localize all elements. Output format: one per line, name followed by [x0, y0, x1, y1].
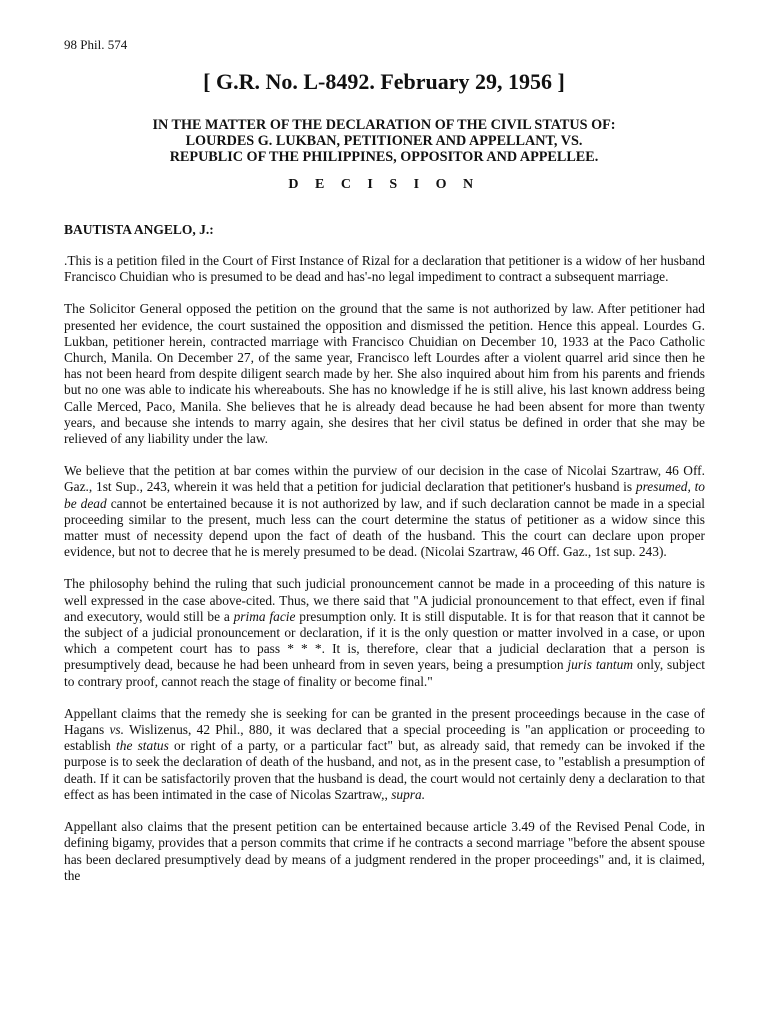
case-number-title: [ G.R. No. L-8492. February 29, 1956 ]	[203, 69, 565, 94]
emphasis-text: supra.	[391, 786, 426, 802]
caption-line-2: LOURDES G. LUKBAN, PETITIONER AND APPELLANT, VS.	[185, 133, 583, 149]
paragraph-6: Appellant also claims that the present petition can be entertained because article 3.49 of the Revised Penal Code, in defining bigamy, provides that a person commits that crime if he contracts a second marriage "before the absent spouse has been declared presumptively dead by means of a judgment rendered in the proper proceedings" and, it is claimed, the	[64, 819, 705, 883]
paragraph-1: .This is a petition filed in the Court of First Instance of Rizal for a declaration that petitioner is a widow of her husband Francisco Chuidian who is presumed to be dead and has'-no legal impediment to contract a subsequent marriage.	[64, 253, 705, 285]
citation: 98 Phil. 574	[64, 37, 128, 52]
case-caption	[60, 117, 708, 165]
caption-line-3: REPUBLIC OF THE PHILIPPINES, OPPOSITOR AND APPELLEE.	[169, 149, 599, 165]
ponente: BAUTISTA ANGELO, J.:	[64, 222, 214, 237]
emphasis-text: vs.	[109, 722, 124, 738]
decision-heading: D E C I S I O N	[288, 177, 480, 192]
decision-body	[64, 253, 705, 900]
paragraph-4: The philosophy behind the ruling that such judicial pronouncement cannot be made in a proceeding of this nature is well expressed in the case above-cited. Thus, we there said that "A judicial pronouncement to that effect, even if final and executory, would still be a prima facie presumption only. It is still disputable. It is for that reason that it cannot be the subject of a judicial pronouncement or declaration, if it is the only question or matter involved in a case, or upon which a competent court has to pass * * *. It is, therefore, clear that a judicial declaration that a person is presumptively dead, because he had been unheard from in seven years, being a presumption juris tantum only, subject to contrary proof, cannot reach the stage of finality or become final."	[64, 576, 705, 689]
caption-line-1: IN THE MATTER OF THE DECLARATION OF THE CIVIL STATUS OF:	[152, 117, 616, 133]
paragraph-2: The Solicitor General opposed the petition on the ground that the same is not authorized by law. After petitioner had presented her evidence, the court sustained the opposition and dismissed the petition. Hence this appeal. Lourdes G. Lukban, petitioner herein, contracted marriage with Francisco Chuidian on December 10, 1933 at the Paco Catholic Church, Manila. On December 27, of the same year, Francisco left Lourdes after a violent quarrel arid since then he has not been heard from despite diligent search made by her. She also inquired about him from his parents and friends but no one was able to indicate his whereabouts. She has no knowledge if he is still alive, his last known address being Calle Merced, Paco, Manila. She believes that he is already dead because he had been absent for more than twenty years, and because she intends to marry again, she desires that her civil status be defined in order that she may be relieved of any liability under the law.	[64, 301, 705, 447]
emphasis-text: prima facie	[233, 608, 296, 624]
emphasis-text: juris tantum	[567, 657, 634, 673]
emphasis-text: the status	[116, 738, 169, 754]
paragraph-3: We believe that the petition at bar comes within the purview of our decision in the case of Nicolai Szartraw, 46 Off. Gaz., 1st Sup., 243, wherein it was held that a petition for judicial declaration that petitioner's husband is presumed, to be dead cannot be entertained because it is not authorized by law, and if such declaration cannot be made in a special proceeding similar to the present, much less can the court determine the status of petitioner as a widow since this matter must of necessity depend upon the fact of death of the husband. This the court can declare upon proper evidence, but not to decree that he is merely presumed to be dead. (Nicolai Szartraw, 46 Off. Gaz., 1st sup. 243).	[64, 463, 705, 560]
emphasis-text: presumed, to be dead	[64, 479, 705, 511]
paragraph-5: Appellant claims that the remedy she is seeking for can be granted in the present proceedings because in the case of Hagans vs. Wislizenus, 42 Phil., 880, it was declared that a special proceeding is "an application or proceeding to establish the status or right of a party, or a particular fact" but, as already said, that remedy can be invoked if the purpose is to seek the declaration of death of the husband, and not, as in the present case, to "establish a presumption of death. If it can be satisfactorily proven that the husband is dead, the court would not certainly deny a declaration to that effect as has been intimated in the case of Nicolas Szartraw,, supra.	[64, 705, 705, 802]
